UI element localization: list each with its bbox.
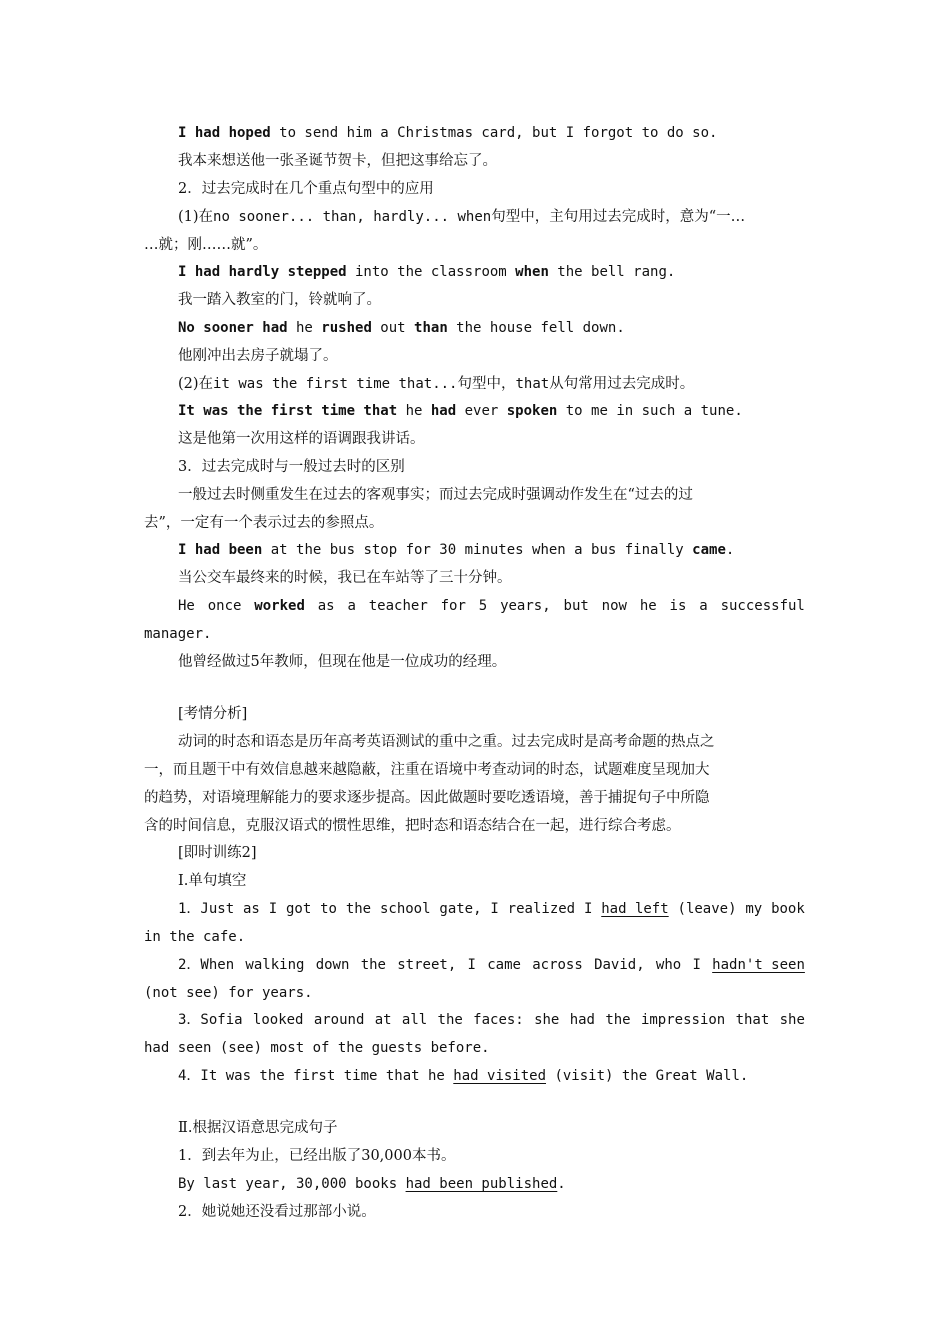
answer-blank: had visited bbox=[453, 1068, 547, 1084]
paragraph-line: 动词的时态和语态是历年高考英语测试的重中之重。过去完成时是高考命题的热点之 bbox=[178, 734, 715, 750]
answer-blank: hadn't seen bbox=[712, 957, 805, 973]
section-label: [即时训练2] bbox=[178, 845, 257, 861]
example-sentence: No sooner had he rushed out than the house fell down. bbox=[178, 320, 625, 336]
exercise-item-justified: 2．When walking down the street, I came across David, who I hadn't seen bbox=[178, 953, 805, 977]
section-heading: 2．过去完成时在几个重点句型中的应用 bbox=[178, 181, 434, 197]
translation-line: 他曾经做过5年教师，但现在他是一位成功的经理。 bbox=[178, 654, 507, 670]
exercise-item-cont: had seen (see) most of the guests before. bbox=[144, 1040, 490, 1056]
rule-line: (1)在no sooner... than, hardly... when句型中，主句用过去完成时，意为“一… bbox=[178, 209, 746, 225]
exercise-prompt: 2．她说她还没看过那部小说。 bbox=[178, 1204, 376, 1220]
section-heading: 3．过去完成时与一般过去时的区别 bbox=[178, 459, 405, 475]
paragraph-line: 的趋势，对语境理解能力的要求逐步提高。因此做题时要吃透语境，善于捕捉句子中所隐 bbox=[144, 790, 710, 806]
example-sentence-justified: He once worked as a teacher for 5 years, but now he is a successful bbox=[178, 598, 805, 614]
exercise-item: By last year, 30,000 books had been published. bbox=[178, 1176, 566, 1192]
translation-line: 他刚冲出去房子就塌了。 bbox=[178, 348, 338, 364]
answer-blank: had left bbox=[601, 901, 669, 917]
example-sentence: I had hardly stepped into the classroom when the bell rang. bbox=[178, 264, 676, 280]
section-heading: Ⅰ.单句填空 bbox=[178, 873, 247, 889]
exercise-item-cont: in the cafe. bbox=[144, 929, 246, 945]
exercise-item: 4．It was the first time that he had visited (visit) the Great Wall. bbox=[178, 1068, 749, 1084]
exercise-item-cont: (not see) for years. bbox=[144, 985, 313, 1001]
section-label: [考情分析] bbox=[178, 706, 248, 722]
exercise-item-justified: 3．Sofia looked around at all the faces: she had the impression that she bbox=[178, 1012, 805, 1028]
translation-line: 我本来想送他一张圣诞节贺卡，但把这事给忘了。 bbox=[178, 153, 497, 169]
translation-line: 当公交车最终来的时候，我已在车站等了三十分钟。 bbox=[178, 570, 512, 586]
example-sentence: I had hoped to send him a Christmas card, but I forgot to do so. bbox=[178, 125, 718, 141]
example-sentence: It was the first time that he had ever spoken to me in such a tune. bbox=[178, 403, 743, 419]
example-sentence-cont: manager. bbox=[144, 626, 212, 642]
paragraph-line: 含的时间信息，克服汉语式的惯性思维，把时态和语态结合在一起，进行综合考虑。 bbox=[144, 818, 681, 834]
example-sentence: I had been at the bus stop for 30 minutes when a bus finally came. bbox=[178, 542, 735, 558]
section-heading: Ⅱ.根据汉语意思完成句子 bbox=[178, 1120, 338, 1136]
paragraph-line: 一，而且题干中有效信息越来越隐蔽，注重在语境中考查动词的时态，试题难度呈现加大 bbox=[144, 762, 710, 778]
rule-line-cont: …就；刚……就”。 bbox=[144, 237, 268, 253]
answer-blank: had been published bbox=[405, 1176, 558, 1192]
exercise-item-justified: 1．Just as I got to the school gate, I realized I had left (leave) my book bbox=[178, 897, 805, 921]
translation-line: 我一踏入教室的门，铃就响了。 bbox=[178, 292, 381, 308]
translation-line: 这是他第一次用这样的语调跟我讲话。 bbox=[178, 431, 425, 447]
exercise-prompt: 1．到去年为止，已经出版了30,000本书。 bbox=[178, 1148, 456, 1164]
paragraph-line: 一般过去时侧重发生在过去的客观事实；而过去完成时强调动作发生在“过去的过 bbox=[178, 487, 693, 503]
rule-line: (2)在it was the first time that...句型中，that从句常用过去完成时。 bbox=[178, 376, 695, 392]
paragraph-line: 去”，一定有一个表示过去的参照点。 bbox=[144, 515, 384, 531]
